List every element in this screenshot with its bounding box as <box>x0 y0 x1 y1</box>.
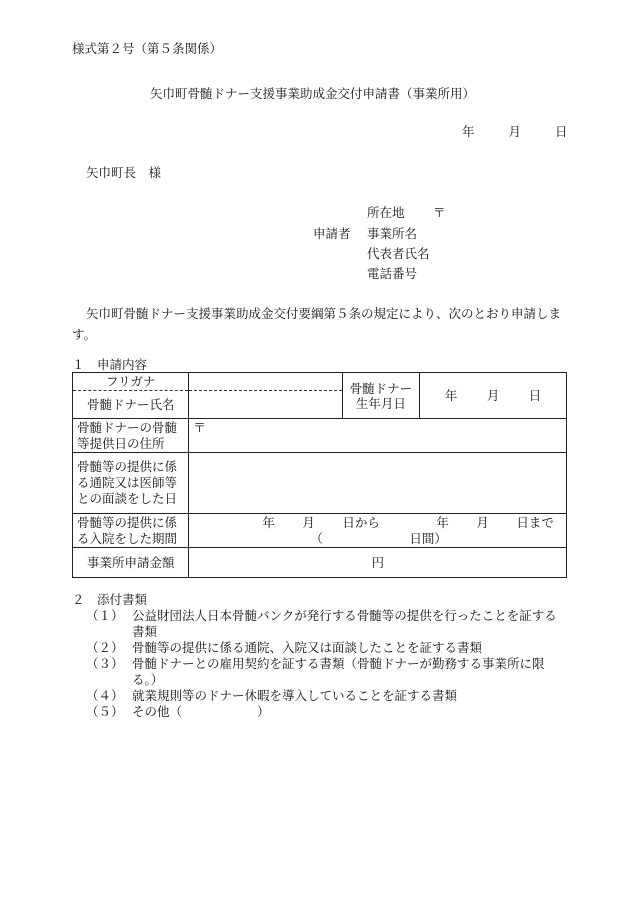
attachment-number: （４） <box>86 688 124 703</box>
attachment-item <box>86 688 568 704</box>
furigana-label: フリガナ <box>73 373 189 391</box>
date-year: 年 <box>462 124 475 139</box>
attachment-text: 公益財団法人日本骨髄バンクが発行する骨髄等の提供を行ったことを証する書類 <box>132 608 557 639</box>
body-text: 矢巾町骨髄ドナー支援事業助成金交付要綱第５条の規定により、次のとおり申請します。 <box>72 306 562 342</box>
attachment-list <box>86 608 568 720</box>
date-month: 月 <box>508 124 522 139</box>
attachment-number: （１） <box>86 608 124 623</box>
section1-heading: １ 申請内容 <box>72 357 148 372</box>
page-title: 矢巾町骨髄ドナー支援事業助成金交付申請書（事業所用） <box>150 86 476 101</box>
donor-name-field[interactable] <box>189 391 342 419</box>
attachment-text: 骨髄等の提供に係る通院、入院又は面談したことを証する書類 <box>132 640 483 655</box>
hospital-period-label: 骨髄等の提供に係る入院をした期間 <box>73 514 189 548</box>
applicant-label: 申請者 <box>313 226 351 241</box>
representative-label: 代表者氏名 <box>367 246 430 261</box>
attachment-item <box>86 656 568 688</box>
birth-day: 日 <box>528 387 542 403</box>
attachment-number: （３） <box>86 656 124 671</box>
section2-heading: ２ 添付書類 <box>72 592 148 607</box>
period-from: 日から <box>342 514 380 530</box>
period-month-start: 月 <box>302 514 315 530</box>
period-month-end: 月 <box>476 514 489 530</box>
interview-date-label: 骨髄等の提供に係る通院又は医師等との面談をした日 <box>73 453 189 514</box>
attachment-item <box>86 608 568 640</box>
attachment-text: その他（ ） <box>132 704 270 719</box>
donor-name-label: 骨髄ドナー氏名 <box>73 391 189 419</box>
birth-month: 月 <box>486 387 500 403</box>
birthdate-field[interactable] <box>420 373 567 419</box>
address-field[interactable] <box>189 419 567 453</box>
amount-field[interactable] <box>189 548 567 578</box>
birthdate-label: 骨髄ドナー生年月日 <box>342 373 420 419</box>
date-day: 日 <box>555 124 568 139</box>
period-year-end: 年 <box>436 514 449 530</box>
amount-unit: 円 <box>371 554 384 570</box>
attachment-number: （５） <box>86 704 124 719</box>
attachment-item <box>86 640 568 656</box>
period-days: 日間） <box>409 530 447 546</box>
form-number: 様式第２号（第５条関係） <box>72 41 223 56</box>
period-year-start: 年 <box>262 514 275 530</box>
birth-year: 年 <box>444 387 458 403</box>
hospital-period-field[interactable] <box>189 514 567 548</box>
addressee: 矢巾町長 様 <box>86 165 162 180</box>
application-table <box>72 372 567 578</box>
period-to: 日まで <box>516 514 554 530</box>
attachment-number: （２） <box>86 640 124 655</box>
address-postal-mark: 〒 <box>193 420 206 435</box>
address-label: 骨髄ドナーの骨髄等提供日の住所 <box>73 419 189 453</box>
location-label: 所在地 <box>367 205 405 220</box>
location-postal-mark: 〒 <box>433 205 446 220</box>
application-date <box>462 124 568 140</box>
attachment-text: 就業規則等のドナー休暇を導入していることを証する書類 <box>132 688 458 703</box>
furigana-field[interactable] <box>189 373 342 391</box>
attachment-item <box>86 704 568 720</box>
phone-label: 電話番号 <box>367 266 418 281</box>
office-name-label: 事業所名 <box>367 226 418 241</box>
interview-date-field[interactable] <box>189 453 567 514</box>
attachment-text: 骨髄ドナーとの雇用契約を証する書類（骨髄ドナーが勤務する事業所に限る。） <box>132 656 545 687</box>
period-paren-open: （ <box>310 530 323 546</box>
amount-label: 事業所申請金額 <box>73 548 189 578</box>
